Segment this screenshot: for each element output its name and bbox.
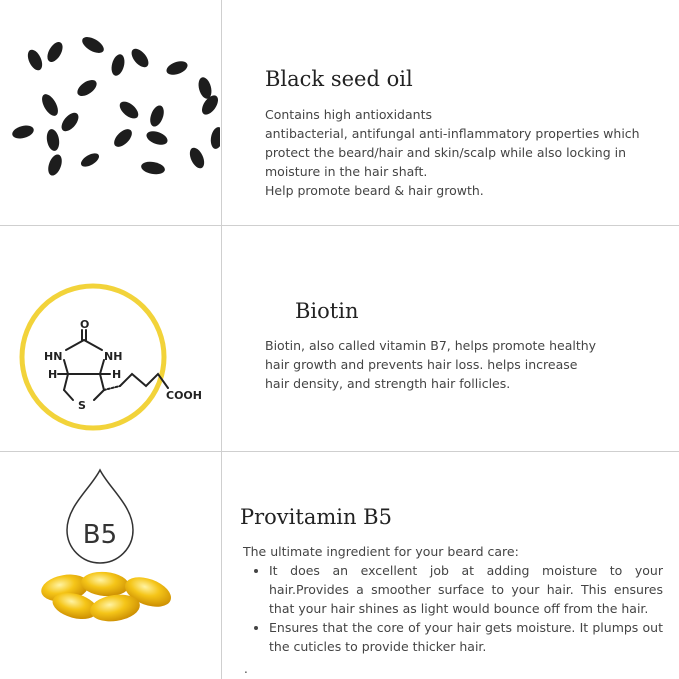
trailing-dot: . (244, 662, 248, 676)
molecule-nh-label: NH (104, 350, 123, 363)
molecule-hn-label: HN (44, 350, 63, 363)
list-item: • It does an excellent job at adding moisture to your hair.Provides a smoother surface to your hair. This ensures that your hair shines as light would bounce off from the hair. (269, 561, 663, 618)
column-divider (221, 0, 222, 679)
molecule-h-right-label: H (112, 368, 122, 381)
description-line: antibacterial, antifungal anti-inflammatory properties which protect the beard/hair and skin/scalp while also locking in moisture in the hair shaft. (265, 126, 640, 179)
description-line: Help promote beard & hair growth. (265, 183, 484, 198)
molecule-sulfur-label: S (78, 399, 86, 412)
black-seed-oil-title: Black seed oil (265, 67, 413, 91)
provitamin-b5-intro: The ultimate ingredient for your beard care: (243, 544, 519, 559)
molecule-oxygen-label: O (80, 318, 90, 331)
molecule-h-left-label: H (48, 368, 58, 381)
biotin-molecule-icon (18, 282, 218, 442)
row-divider-1 (0, 225, 679, 226)
benefits-list (243, 561, 663, 656)
biotin-description (265, 336, 605, 393)
row-divider-2 (0, 451, 679, 452)
provitamin-b5-title: Provitamin B5 (240, 505, 392, 529)
description-line: Contains high antioxidants (265, 107, 432, 122)
droplet-icon (55, 466, 145, 576)
b5-drop-label: B5 (82, 520, 118, 550)
molecule-cooh-label: COOH (166, 389, 202, 402)
vitamin-capsules-image (30, 566, 180, 626)
black-seeds-image (5, 30, 220, 190)
biotin-title: Biotin (295, 299, 359, 323)
description-line: Biotin, also called vitamin B7, helps promote healthy hair growth and prevents hair loss. helps increase hair density, and strength hair follicles. (265, 338, 597, 391)
list-item: • Ensures that the core of your hair gets moisture. It plumps out the cuticles to provide thicker hair. (269, 618, 663, 656)
black-seed-oil-description (265, 105, 677, 200)
provitamin-b5-description (243, 542, 663, 656)
